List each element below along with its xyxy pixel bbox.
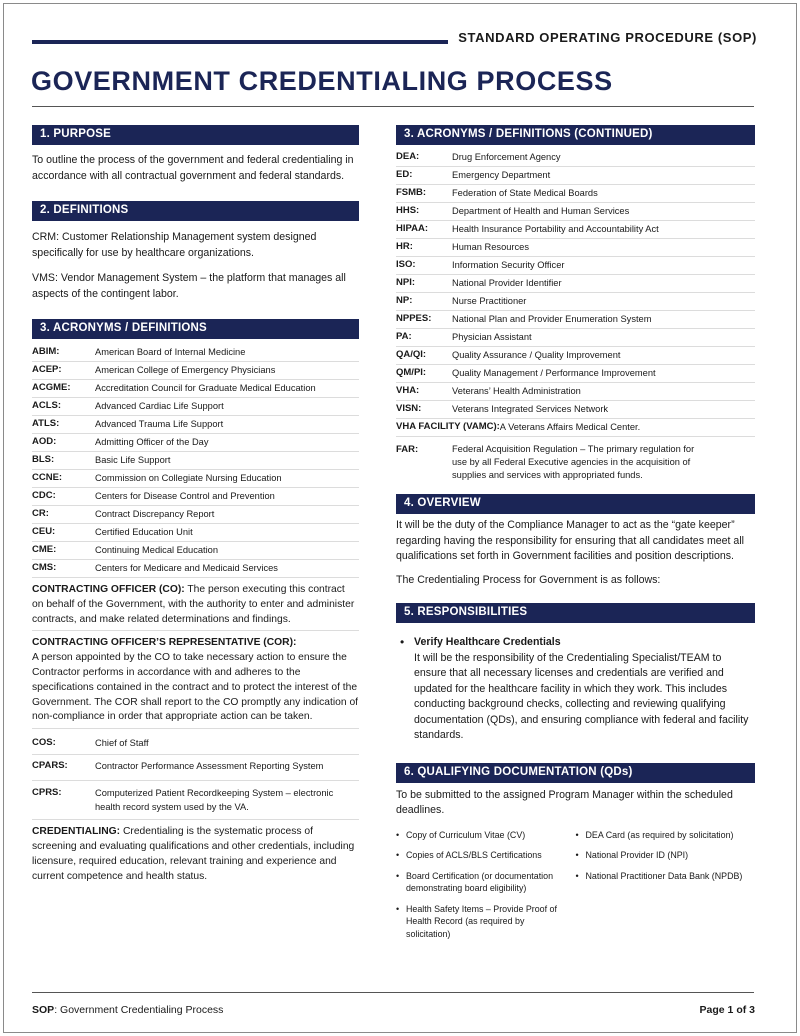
acronym-key: QA/QI:	[396, 349, 427, 360]
section-heading-definitions: 2. DEFINITIONS	[32, 201, 359, 221]
right-column	[396, 125, 755, 948]
acronym-value: Accreditation Council for Graduate Medical Education	[95, 383, 316, 393]
definition-cor	[32, 631, 359, 729]
acronym-value: Physician Assistant	[452, 332, 532, 342]
acronym-row	[396, 167, 755, 185]
sop-label: STANDARD OPERATING PROCEDURE (SOP)	[458, 30, 757, 45]
page-title: GOVERNMENT CREDENTIALING PROCESS	[31, 66, 613, 96]
acronym-value: Quality Assurance / Quality Improvement	[452, 350, 621, 360]
acronym-value: Federation of State Medical Boards	[452, 188, 598, 198]
acronym-row	[32, 434, 359, 452]
list-item	[396, 635, 755, 744]
acronym-value: Advanced Cardiac Life Support	[95, 401, 224, 411]
acronym-row	[32, 362, 359, 380]
footer-divider	[32, 992, 754, 993]
qualifying-intro: To be submitted to the assigned Program Manager within the scheduled deadlines.	[396, 788, 733, 816]
acronym-key: VISN:	[396, 403, 422, 414]
list-item: • National Practitioner Data Bank (NPDB)	[576, 870, 756, 883]
acronym-key: VHA FACILITY (VAMC):	[396, 421, 500, 432]
overview-text: It will be the duty of the Compliance Manager to act as the “gate keeper” regarding having the responsibility for ensuring that all candidates meet all qualifications set forth in Government facilities and position descriptions.	[396, 519, 745, 562]
acronym-key: PA:	[396, 331, 412, 342]
acronym-row	[32, 781, 359, 820]
acronym-key: DEA:	[396, 151, 420, 162]
acronym-value: Commission on Collegiate Nursing Education	[95, 473, 282, 483]
acronym-row	[32, 398, 359, 416]
acronym-row	[32, 755, 359, 781]
section-heading-acronyms-continued: 3. ACRONYMS / DEFINITIONS (CONTINUED)	[396, 125, 755, 145]
definition-credentialing	[32, 820, 359, 887]
acronym-key: COS:	[32, 737, 56, 749]
acronym-key: CEU:	[32, 526, 56, 537]
acronym-row	[396, 347, 755, 365]
definition-term: CONTRACTING OFFICER (CO):	[32, 584, 185, 595]
acronym-key: NPPES:	[396, 313, 432, 324]
acronym-value: Admitting Officer of the Day	[95, 437, 209, 447]
definition-term: CREDENTIALING:	[32, 826, 121, 838]
acronym-key: HIPAA:	[396, 223, 429, 234]
section-heading-responsibilities: 5. RESPONSIBILITIES	[396, 603, 755, 623]
acronym-list-continued	[396, 149, 755, 485]
acronym-value: Certified Education Unit	[95, 527, 193, 537]
definition-text: Credentialing is the systematic process of screening and evaluating qualifications and other credentials, including licensure, required education, relevant training and experience and current competence and health status.	[32, 826, 355, 882]
acronym-row	[32, 452, 359, 470]
acronym-value: Computerized Patient Recordkeeping System – electronic health record system used by the VA.	[95, 788, 334, 813]
acronym-row	[396, 401, 755, 419]
acronym-key: CMS:	[32, 562, 57, 573]
acronym-value: Continuing Medical Education	[95, 545, 219, 555]
acronym-value: Emergency Department	[452, 170, 551, 180]
acronym-key: CPRS:	[32, 787, 62, 799]
header-accent-bar	[32, 40, 448, 44]
acronym-key: AOD:	[32, 436, 57, 447]
acronym-key: CDC:	[32, 490, 56, 501]
acronym-row	[32, 416, 359, 434]
acronym-row-vha-facility	[396, 419, 755, 437]
acronym-value: Nurse Practitioner	[452, 296, 527, 306]
list-item: • Copy of Curriculum Vitae (CV)	[396, 829, 566, 842]
acronym-value: Drug Enforcement Agency	[452, 152, 561, 162]
acronym-key: CPARS:	[32, 760, 68, 772]
acronym-row	[396, 293, 755, 311]
acronym-value: Veterans’ Health Administration	[452, 386, 581, 396]
acronym-row	[32, 542, 359, 560]
title-divider	[32, 106, 754, 107]
list-item: • Copies of ACLS/BLS Certifications	[396, 849, 566, 862]
section-heading-overview: 4. OVERVIEW	[396, 494, 755, 514]
definition-text: Vendor Management System – the platform that manages all aspects of the contingent labor.	[32, 272, 346, 300]
definition-text: A person appointed by the CO to take necessary action to ensure the Contractor performs in accordance with and adheres to the specifications contained in the contract and to protect the interest of the Government. The COR shall report to the CO promptly any indication of non-compliance in order that appropriate action can be taken.	[32, 652, 359, 723]
acronym-value: Quality Management / Performance Improvement	[452, 368, 656, 378]
bullet-text: It will be the responsibility of the Credentialing Specialist/TEAM to ensure that all necessary licenses and credentials are verified and updated for the healthcare facility in which they work. This includes conducting background checks, collecting and reviewing qualifying documentation (QDs), and ensuring compliance with federal and facility standards.	[414, 651, 749, 741]
acronym-key: ED:	[396, 169, 413, 180]
section-heading-purpose: 1. PURPOSE	[32, 125, 359, 145]
acronym-value: Information Security Officer	[452, 260, 565, 270]
definition-text: Customer Relationship Management system designed specifically for use by healthcare organizations.	[32, 231, 317, 259]
definition-vms	[32, 271, 359, 302]
acronym-key: HR:	[396, 241, 413, 252]
acronym-value: National Plan and Provider Enumeration System	[452, 314, 652, 324]
acronym-row	[32, 524, 359, 542]
acronym-row	[32, 488, 359, 506]
qualifying-list-left	[396, 829, 576, 949]
list-item: • Board Certification (or documentation demonstrating board eligibility)	[396, 870, 566, 895]
qualifying-list	[396, 829, 755, 949]
definition-text: The person executing this contract on behalf of the Government, with the authority to enter and administer contracts, and make related determinations and findings.	[32, 584, 355, 625]
acronym-row	[396, 311, 755, 329]
left-column	[32, 125, 359, 887]
acronym-value: American College of Emergency Physicians	[95, 365, 276, 375]
acronym-row	[396, 383, 755, 401]
acronym-value: Contract Discrepancy Report	[95, 509, 215, 519]
acronym-row-far	[396, 437, 755, 485]
acronym-key: BLS:	[32, 454, 55, 465]
definition-term: CRM:	[32, 231, 60, 243]
acronym-row	[396, 221, 755, 239]
purpose-text: To outline the process of the government and federal credentialing in accordance with all contractual government and federal standards.	[32, 154, 354, 182]
acronym-key: FSMB:	[396, 187, 427, 198]
acronym-key: NPI:	[396, 277, 415, 288]
acronym-row	[32, 344, 359, 362]
acronym-row	[396, 185, 755, 203]
acronym-value: Centers for Medicare and Medicaid Services	[95, 563, 278, 573]
acronym-key: HHS:	[396, 205, 420, 216]
overview-process-text: The Credentialing Process for Government is as follows:	[396, 573, 661, 586]
acronym-key: VHA:	[396, 385, 420, 396]
acronym-row	[32, 470, 359, 488]
footer-text: : Government Credentialing Process	[54, 1004, 224, 1016]
acronym-value: American Board of Internal Medicine	[95, 347, 246, 357]
acronym-value: A Veterans Affairs Medical Center.	[499, 422, 641, 432]
footer-label: SOP	[32, 1004, 55, 1016]
acronym-value: Federal Acquisition Regulation – The primary regulation for use by all Federal Executive agencies in the acquisition of supplies and services with appropriated funds.	[452, 444, 695, 480]
acronym-list	[32, 344, 359, 578]
acronym-value: Human Resources	[452, 242, 529, 252]
acronym-row	[396, 203, 755, 221]
acronym-row	[32, 732, 359, 755]
acronym-key: NP:	[396, 295, 413, 306]
acronym-row	[32, 506, 359, 524]
acronym-row	[396, 275, 755, 293]
acronym-key: QM/PI:	[396, 367, 427, 378]
list-item: • Health Safety Items – Provide Proof of Health Record (as required by solicitation)	[396, 903, 566, 941]
acronym-row	[396, 365, 755, 383]
acronym-key: CME:	[32, 544, 57, 555]
acronym-key: FAR:	[396, 444, 419, 455]
acronym-value: Centers for Disease Control and Prevention	[95, 491, 275, 501]
acronym-value: Contractor Performance Assessment Reporting System	[95, 761, 324, 772]
acronym-key: ACLS:	[32, 400, 62, 411]
definition-term: VMS:	[32, 272, 58, 284]
page-number: Page 1 of 3	[699, 1004, 755, 1016]
acronym-value: National Provider Identifier	[452, 278, 562, 288]
acronym-value: Veterans Integrated Services Network	[452, 404, 609, 414]
acronym-value: Department of Health and Human Services	[452, 206, 630, 216]
acronym-value: Chief of Staff	[95, 738, 149, 749]
responsibilities-list	[396, 635, 755, 744]
acronym-list-2	[32, 732, 359, 820]
acronym-row	[396, 239, 755, 257]
footer-document-name	[32, 1004, 223, 1016]
acronym-value: Advanced Trauma Life Support	[95, 419, 224, 429]
acronym-key: ATLS:	[32, 418, 60, 429]
acronym-key: ABIM:	[32, 346, 60, 357]
acronym-key: CR:	[32, 508, 49, 519]
bullet-title: • Verify Healthcare Credentials	[414, 636, 561, 648]
definition-crm	[32, 230, 359, 261]
acronym-key: ISO:	[396, 259, 416, 270]
acronym-value: Health Insurance Portability and Accountability Act	[452, 224, 659, 234]
acronym-key: ACEP:	[32, 364, 62, 375]
definition-term: CONTRACTING OFFICER’S REPRESENTATIVE (COR):	[32, 637, 297, 649]
qualifying-list-right	[576, 829, 756, 949]
list-item: • DEA Card (as required by solicitation)	[576, 829, 756, 842]
acronym-key: ACGME:	[32, 382, 71, 393]
acronym-row	[396, 149, 755, 167]
acronym-row	[32, 560, 359, 578]
section-heading-qualifying-documentation: 6. QUALIFYING DOCUMENTATION (QDs)	[396, 763, 755, 783]
acronym-value: Basic Life Support	[95, 455, 171, 465]
acronym-row	[396, 257, 755, 275]
section-heading-acronyms: 3. ACRONYMS / DEFINITIONS	[32, 319, 359, 339]
definition-contracting-officer	[32, 578, 359, 631]
acronym-row	[396, 329, 755, 347]
list-item: • National Provider ID (NPI)	[576, 849, 756, 862]
acronym-key: CCNE:	[32, 472, 63, 483]
acronym-row	[32, 380, 359, 398]
